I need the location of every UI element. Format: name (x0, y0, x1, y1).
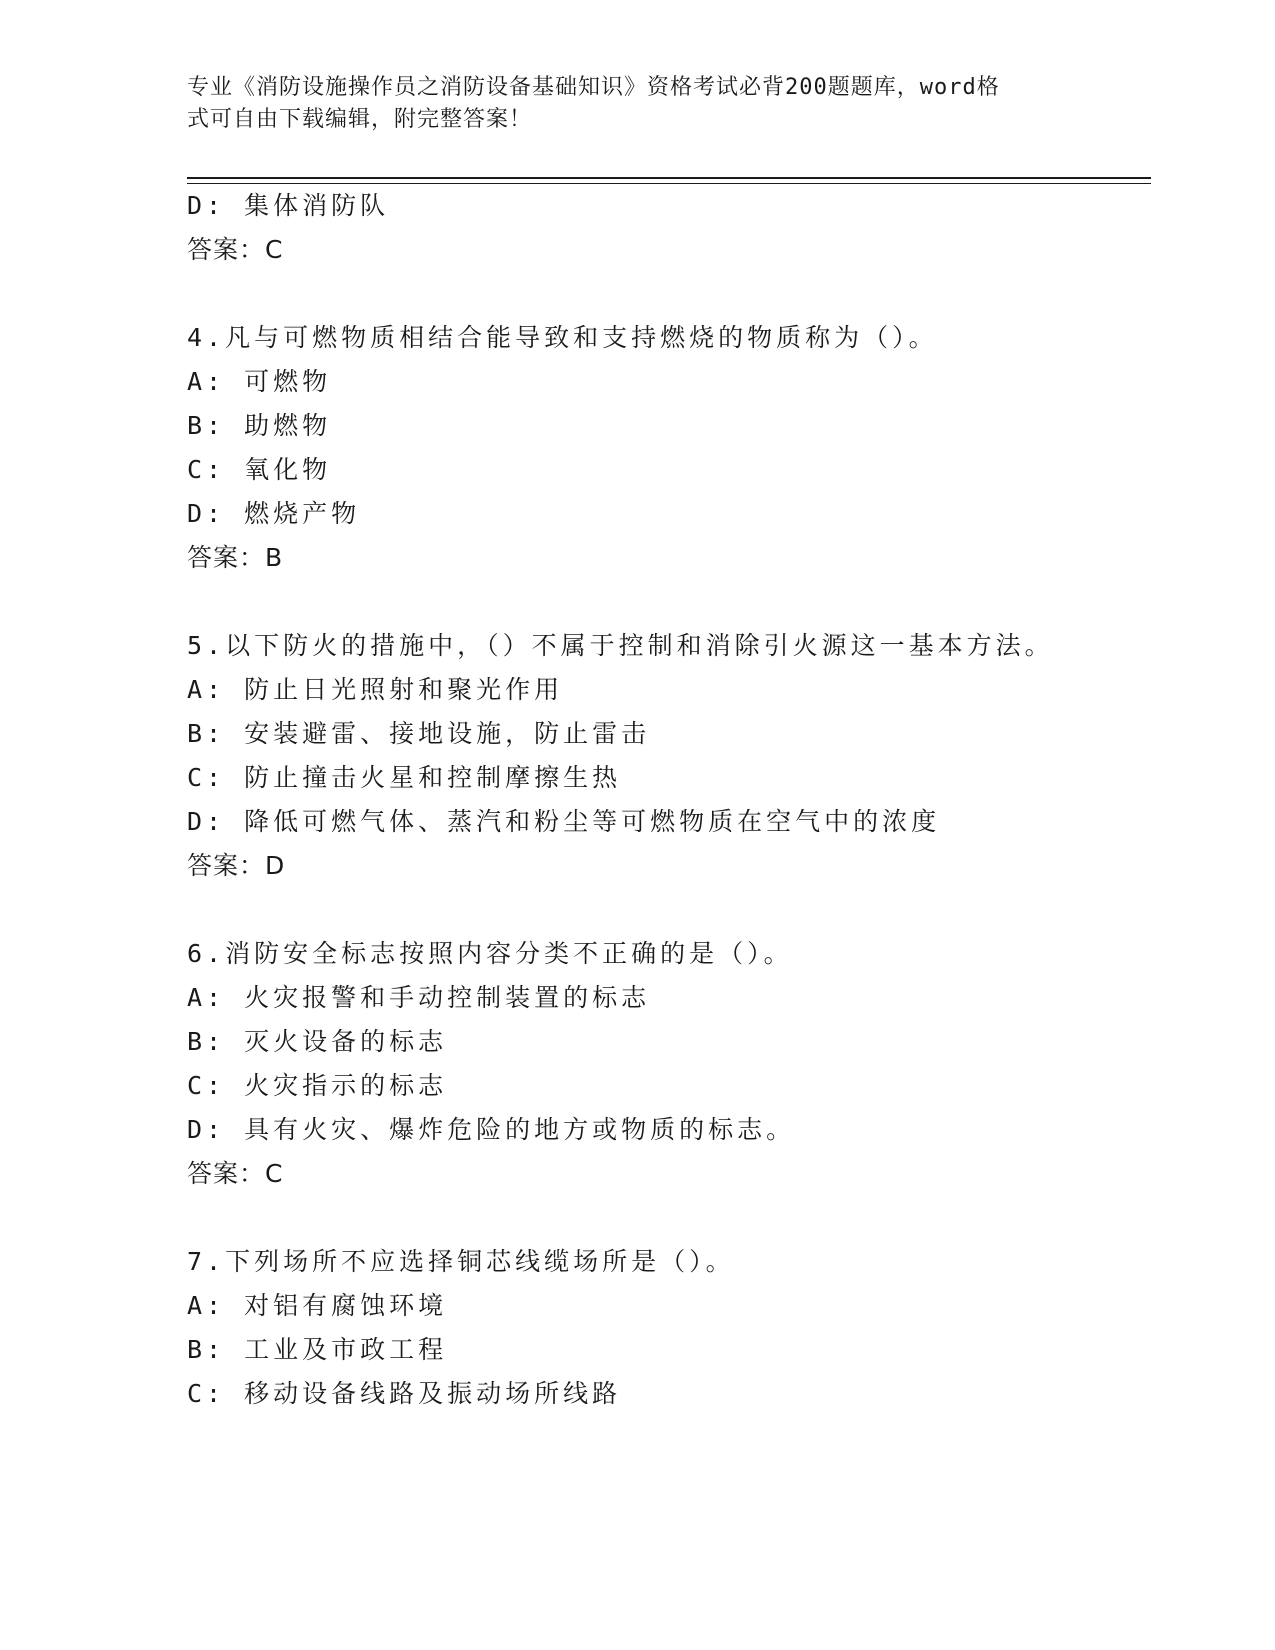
question-5-answer: 答案：D (187, 851, 286, 880)
question-4-answer: 答案：B (187, 543, 284, 572)
question-7-option-b: B: 工业及市政工程 (187, 1335, 448, 1364)
question-5-option-a: A: 防止日光照射和聚光作用 (187, 675, 564, 704)
question-4-option-a: A: 可燃物 (187, 367, 332, 396)
question-6-option-b: B: 灭火设备的标志 (187, 1027, 448, 1056)
header-divider-thick (187, 177, 1151, 179)
question-5-option-d: D: 降低可燃气体、蒸汽和粉尘等可燃物质在空气中的浓度 (187, 807, 941, 836)
question-4-text: 4.凡与可燃物质相结合能导致和支持燃烧的物质称为（）。 (187, 323, 938, 352)
document-header (187, 72, 1067, 136)
question-7-text: 7.下列场所不应选择铜芯线缆场所是（）。 (187, 1247, 735, 1276)
question-7-option-c: C: 移动设备线路及振动场所线路 (187, 1379, 622, 1408)
question-4-option-b: B: 助燃物 (187, 411, 332, 440)
question-5-text: 5.以下防火的措施中，（）不属于控制和消除引火源这一基本方法。 (187, 631, 1054, 660)
prev-answer: 答案：C (187, 235, 284, 264)
question-5-option-b: B: 安装避雷、接地设施，防止雷击 (187, 719, 651, 748)
header-line-2: 式可自由下载编辑，附完整答案！ (187, 107, 533, 132)
header-divider-thin (187, 183, 1151, 184)
question-5-option-c: C: 防止撞击火星和控制摩擦生热 (187, 763, 622, 792)
question-6-option-d: D: 具有火灾、爆炸危险的地方或物质的标志。 (187, 1115, 796, 1144)
question-6-option-c: C: 火灾指示的标志 (187, 1071, 448, 1100)
question-6-option-a: A: 火灾报警和手动控制装置的标志 (187, 983, 651, 1012)
question-4-option-d: D: 燃烧产物 (187, 499, 361, 528)
header-line-1: 专业《消防设施操作员之消防设备基础知识》资格考试必背200题题库，word格 (187, 75, 1000, 100)
question-4-option-c: C: 氧化物 (187, 455, 332, 484)
question-6-text: 6.消防安全标志按照内容分类不正确的是（）。 (187, 939, 793, 968)
prev-option-d: D: 集体消防队 (187, 191, 390, 220)
question-6-answer: 答案：C (187, 1159, 284, 1188)
question-7-option-a: A: 对铝有腐蚀环境 (187, 1291, 448, 1320)
